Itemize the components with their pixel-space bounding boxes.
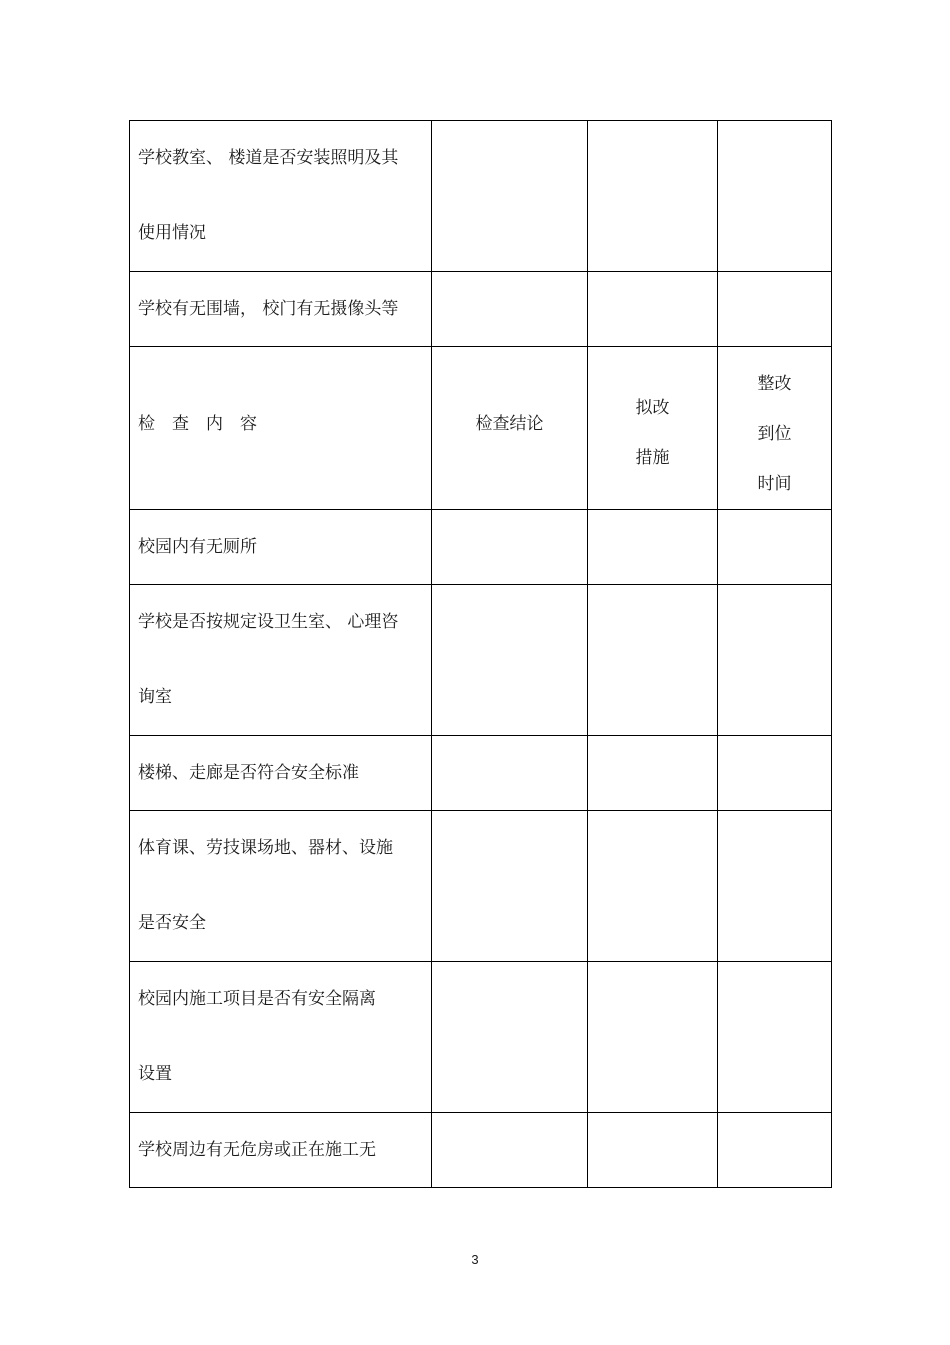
time-cell [718, 585, 832, 736]
time-cell [718, 736, 832, 811]
table-row [130, 272, 832, 347]
item-text: 楼梯、走廊是否符合安全标准 [138, 763, 359, 783]
time-cell [718, 962, 832, 1113]
measure-cell [588, 811, 718, 962]
measure-cell [588, 121, 718, 272]
item-cell [130, 811, 432, 962]
conclusion-cell [432, 962, 588, 1113]
header-conclusion: 检查结论 [475, 414, 544, 434]
conclusion-cell [432, 736, 588, 811]
measure-cell [588, 585, 718, 736]
table-row [130, 962, 832, 1113]
time-cell [718, 510, 832, 585]
header-measure-cell [588, 347, 718, 510]
item-text: 学校教室、 楼道是否安装照明及其 使用情况 [138, 148, 399, 243]
measure-cell [588, 962, 718, 1113]
time-cell [718, 272, 832, 347]
time-cell [718, 1113, 832, 1188]
measure-cell [588, 272, 718, 347]
header-content: 检 查 内 容 [138, 414, 257, 434]
table-row [130, 1113, 832, 1188]
page-number: 3 [471, 1252, 479, 1267]
item-text: 校园内有无厕所 [138, 537, 257, 557]
table-row [130, 811, 832, 962]
item-text: 学校是否按规定设卫生室、 心理咨 询室 [138, 612, 399, 707]
item-text: 体育课、劳技课场地、器材、设施 是否安全 [138, 838, 393, 933]
table-row [130, 736, 832, 811]
conclusion-cell [432, 1113, 588, 1188]
item-cell [130, 736, 432, 811]
time-cell [718, 121, 832, 272]
measure-cell [588, 1113, 718, 1188]
inspection-table [129, 120, 832, 1188]
item-cell [130, 1113, 432, 1188]
item-cell [130, 121, 432, 272]
item-text: 学校周边有无危房或正在施工无 [138, 1140, 376, 1160]
item-text: 学校有无围墙， 校门有无摄像头等 [138, 299, 399, 319]
table-row [130, 510, 832, 585]
conclusion-cell [432, 585, 588, 736]
time-cell [718, 811, 832, 962]
header-content-cell [130, 347, 432, 510]
conclusion-cell [432, 272, 588, 347]
conclusion-cell [432, 811, 588, 962]
measure-cell [588, 510, 718, 585]
header-measure: 拟改 措施 [635, 398, 670, 468]
item-cell [130, 272, 432, 347]
item-text: 校园内施工项目是否有安全隔离 设置 [138, 989, 376, 1084]
header-conclusion-cell [432, 347, 588, 510]
item-cell [130, 510, 432, 585]
conclusion-cell [432, 121, 588, 272]
header-time: 整改 到位 时间 [757, 374, 792, 494]
header-time-cell [718, 347, 832, 510]
header-row [130, 347, 832, 510]
table-row [130, 585, 832, 736]
item-cell [130, 962, 432, 1113]
conclusion-cell [432, 510, 588, 585]
table-row [130, 121, 832, 272]
measure-cell [588, 736, 718, 811]
item-cell [130, 585, 432, 736]
